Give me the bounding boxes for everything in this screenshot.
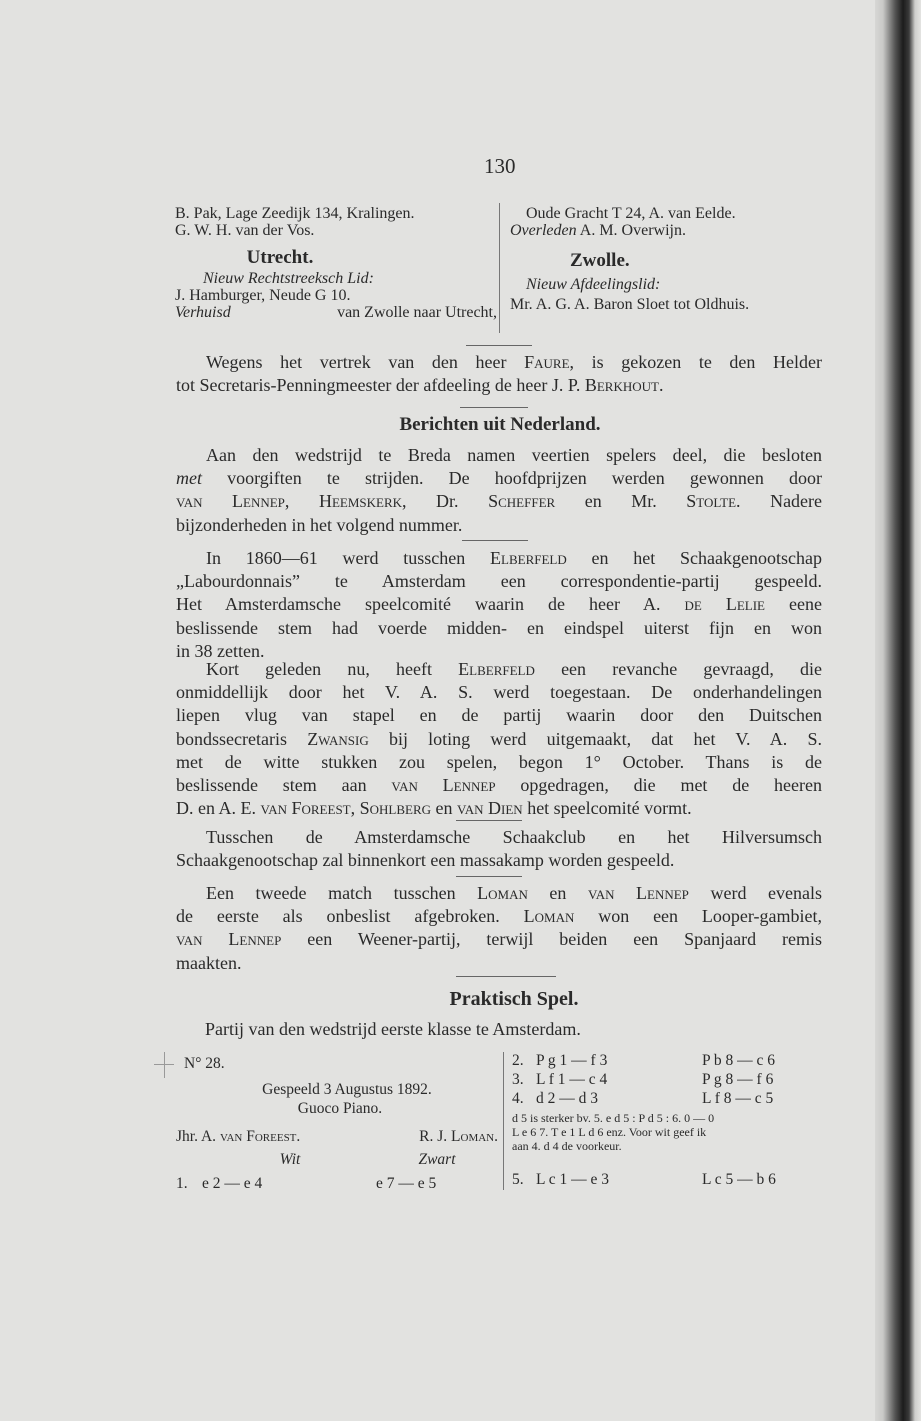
black-label: Zwart [418,1151,456,1168]
black-move: L f 8 — c 5 [702,1090,774,1107]
name-loman: Loman. [451,1128,498,1145]
text-line: Tusschen de Amsterdamsche Schaakclub en het Hilversumsch [206,827,822,847]
text-run: een Weener-partij, terwijl beiden een Spanjaard remis [281,929,822,950]
move-number: 2. [512,1052,524,1069]
text-line: met de witte stukken zou spelen, begon 1° October. Thans is de [176,751,822,772]
text-run: , Dr. [402,491,489,512]
text-run: en [431,798,458,819]
text-run: In 1860—61 werd tusschen [206,548,491,568]
white-player [176,1127,300,1146]
text-run: en Mr. [555,491,687,512]
left-membership-column [175,205,495,321]
text-line: in 38 zetten. [176,640,265,661]
separator-rule [456,976,556,977]
black-move: e 7 — e 5 [376,1175,437,1192]
separator-rule [460,407,528,408]
registration-mark [154,1052,174,1078]
member-line: Oude Gracht T 24, A. van Eelde. [526,205,736,222]
text-run: de eerste als onbeslist afgebroken. [176,906,524,927]
labourdonnais-paragraph [176,547,822,663]
game-number: N° 28. [184,1055,225,1072]
separator-rule [456,820,522,821]
massakamp-paragraph [176,826,822,872]
annotation-line: L e 6 7. T e 1 L d 6 enz. Voor wit geef ik [512,1125,707,1139]
text-line: „Labourdonnais” te Amsterdam een correspondentie-partij gespeeld. [176,571,822,592]
text-line [176,928,822,951]
text-run: beslissende stem aan [176,775,392,796]
white-label: Wit [279,1151,301,1168]
text-line: bijzonderheden in het volgend nummer. [176,514,463,535]
text-line: Aan den wedstrijd te Breda namen veertien spelers deel, die besloten [206,445,822,465]
text-run: , [284,491,319,512]
text-run: en het Schaakgenootschap [566,548,823,568]
name-van-lennep: van Lennep [587,883,689,903]
name-zwansig: Zwansig [307,728,369,749]
text-run: R. J. [419,1128,452,1145]
deceased-label: Overleden [510,222,577,239]
moved-line [175,304,497,321]
game-date: Gespeeld 3 Augustus 1892. [262,1081,432,1098]
right-membership-column [510,205,840,313]
deceased-line [510,222,840,239]
game-column-divider [503,1052,504,1190]
white-move: e 2 — e 4 [202,1175,263,1192]
text-run: tot Secretaris-Penningmeester der afdeeling de heer J. P. [176,375,585,396]
text-run: , [350,798,360,819]
move-row [512,1089,842,1108]
text-run: voorgiften te strijden. De hoofdprijzen werden gewonnen door [202,468,822,489]
text-run: bondssecretaris [176,728,308,749]
name-van-foreest: van Foreest [260,798,351,819]
game-intro: Partij van den wedstrijd eerste klasse te Amsterdam. [205,1019,581,1039]
colour-labels [176,1150,498,1169]
text-line [176,593,822,616]
game-moves-right-after [512,1170,842,1189]
text-run: en [527,883,588,903]
utrecht-subheading: Nieuw Rechtstreeksch Lid: [203,270,374,287]
black-move: P b 8 — c 6 [702,1052,776,1069]
text-run: het speelcomité vormt. [522,798,692,819]
berichten-heading: Berichten uit Nederland. [399,414,601,435]
text-run: D. en A. E. [176,798,261,819]
move-row [176,1174,498,1193]
text-line [176,658,822,681]
text-line: beslissende stem had voerde midden- en eindspel uiterst fijn en won [176,617,822,638]
text-run: Kort geleden nu, heeft [206,659,459,679]
text-line [176,351,822,374]
annotation-line: d 5 is sterker bv. 5. e d 5 : P d 5 : 6. 0 — 0 [512,1111,715,1125]
white-move: L f 1 — c 4 [536,1071,608,1088]
text-line [176,467,822,490]
game-opening: Guoco Piano. [297,1100,383,1117]
name-van-lennep: van Lennep [391,775,496,796]
name-van-dien: van Dien [457,798,523,819]
text-run: werd evenals [688,883,822,903]
black-move: L c 5 — b 6 [702,1171,776,1188]
text-run: een revanche gevraagd, die [534,659,822,679]
text-run: met [176,468,202,489]
text-line [176,797,822,820]
name-loman: Loman [523,906,575,927]
deceased-text: A. M. Overwijn. [579,222,686,239]
text-run: won een Looper-gambiet, [574,906,822,927]
separator-rule [466,345,532,346]
name-elberfeld: Elberfeld [458,659,535,679]
member-line: B. Pak, Lage Zeedijk 134, Kralingen. [175,205,415,222]
text-line [176,547,822,570]
name-loman: Loman [477,883,528,903]
text-run: Jhr. A. [176,1128,220,1145]
faure-paragraph [176,351,822,397]
white-move: P g 1 — f 3 [536,1052,608,1069]
text-run: . Nadere [736,491,823,512]
move-annotation [512,1111,842,1153]
name-heemskerk: Heemskerk [318,491,403,512]
move-number: 1. [176,1175,188,1192]
text-run: . [658,375,664,396]
separator-rule [462,540,528,541]
players-line [176,1127,498,1146]
name-van-lennep: van Lennep [176,929,282,950]
separator-rule [456,876,522,877]
page-number: 130 [484,154,516,178]
moved-text: van Zwolle naar Utrecht, [337,304,497,321]
text-line [176,374,822,397]
breda-paragraph [176,444,822,537]
praktisch-heading: Praktisch Spel. [449,988,579,1010]
name-elberfeld: Elberfeld [490,548,567,568]
text-run: Een tweede match tusschen [206,883,478,903]
text-line: liepen vlug van stapel en de partij waarin door den Duitschen [176,705,822,726]
utrecht-heading: Utrecht. [246,247,314,268]
loman-paragraph [176,882,822,975]
white-move: d 2 — d 3 [536,1090,598,1107]
text-line: Schaakgenootschap zal binnenkort een massakamp worden gespeeld. [176,850,675,871]
text-run: bij loting werd uitgemaakt, dat het V. A. S. [368,728,823,749]
annotation-line: aan 4. d 4 de voorkeur. [512,1139,622,1153]
moved-label: Verhuisd [175,304,231,321]
move-number: 4. [512,1090,524,1107]
name-faure: Faure [524,352,570,372]
zwolle-subheading: Nieuw Afdeelingslid: [526,276,661,293]
game-moves-right [512,1051,842,1108]
name-sohlberg: Sohlberg [359,798,432,819]
name-scheffer: Scheffer [488,491,556,512]
text-line [176,882,822,905]
member-line: G. W. H. van der Vos. [175,222,315,239]
name-van-lennep: van Lennep [176,491,285,512]
move-row [512,1051,842,1070]
name-van-foreest: van Foreest. [219,1128,301,1145]
column-divider [499,203,500,333]
name-de-lelie: de Lelie [684,594,765,615]
text-line [176,490,822,513]
white-move: L c 1 — e 3 [536,1171,610,1188]
move-row [512,1070,842,1089]
text-line [176,728,822,751]
text-run: Wegens het vertrek van den heer [206,352,525,372]
game-header-left [176,1054,498,1193]
text-run: eene [765,594,822,615]
black-player [419,1127,498,1146]
text-line [176,774,822,797]
text-run: opgedragen, die met de heeren [495,775,823,796]
move-row [512,1170,842,1189]
name-stolte: Stolte [686,491,737,512]
black-move: P g 8 — f 6 [702,1071,774,1088]
text-run: Het Amsterdamsche speelcomité waarin de heer A. [176,594,685,615]
revanche-paragraph [176,658,822,820]
move-number: 3. [512,1071,524,1088]
name-berkhout: Berkhout [584,375,659,396]
member-line: J. Hamburger, Neude G 10. [175,287,351,304]
book-spine-shadow [875,0,921,1421]
text-line [176,905,822,928]
move-number: 5. [512,1171,524,1188]
zwolle-heading: Zwolle. [570,250,630,271]
text-line: maakten. [176,952,242,973]
text-run: , is gekozen te den Helder [569,352,822,372]
text-line: onmiddellijk door het V. A. S. werd toegestaan. De onderhandelingen [176,682,822,703]
member-line: Mr. A. G. A. Baron Sloet tot Oldhuis. [510,296,750,313]
